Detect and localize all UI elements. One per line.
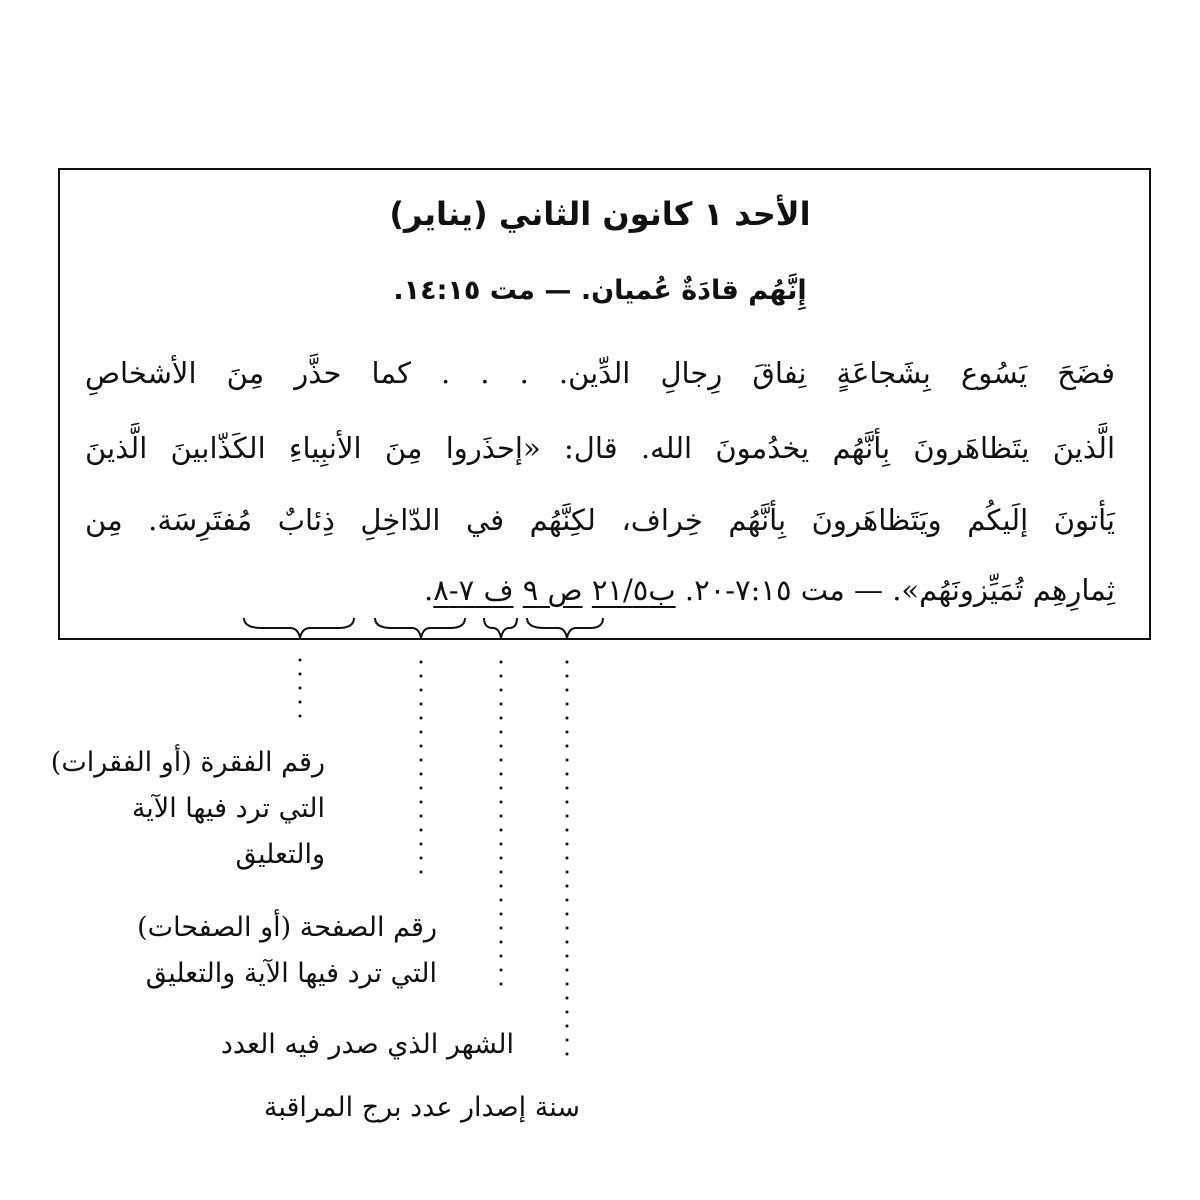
body-line-1: فضَحَ يَسُوع بِشَجاعَةٍ نِفاقَ رِجالِ الدِّين. . . . كما حذَّر مِنَ الأشخاصِ [85, 356, 1115, 390]
brace-page [375, 618, 465, 638]
brace-paragraph [244, 618, 354, 638]
ref-year: ب٢١ [591, 573, 676, 607]
ref-paragraph: ف ٧-٨ [433, 573, 514, 607]
closing-text: ثِمارِهِم تُمَيِّزونَهُم». — مت ٧:١٥-٢٠. [684, 573, 1115, 607]
body-line-3: يَأتونَ إلَيكُم ويَتَظاهَرونَ بِأنَّهُم خِراف، لكِنَّهُم في الدّاخِلِ ذِئابٌ مُفتَرِسَة. مِن [85, 503, 1115, 537]
ref-month: ٥ [632, 573, 649, 607]
annotation-month: الشهر الذي صدر فيه العدد [220, 1029, 514, 1060]
page-title: الأحد ١ كانون الثاني (يناير) [389, 195, 811, 233]
annotation-year: سنة إصدار عدد برج المراقبة [263, 1092, 580, 1123]
ref-page: ص ٩ [522, 573, 583, 607]
verse-heading: إِنَّهُم قادَةٌ عُميان. — مت ١٤:١٥. [393, 275, 807, 306]
ref-end: . [424, 573, 434, 607]
brace-month [484, 618, 517, 638]
body-line-2: الَّذينَ يتَظاهَرونَ بِأنَّهُم يخدُمونَ الله. قال: «إحذَروا مِنَ الأنبِياءِ الكَذّابينَ الَّذينَ [85, 431, 1115, 465]
brace-year [527, 618, 603, 638]
annotation-page: رقم الصفحة (أو الصفحات) التي ترد فيها الآية والتعليق [137, 912, 437, 989]
ref-slash: / [622, 573, 633, 607]
annotation-paragraph: رقم الفقرة (أو الفقرات) التي ترد فيها الآية والتعليق [50, 747, 325, 870]
